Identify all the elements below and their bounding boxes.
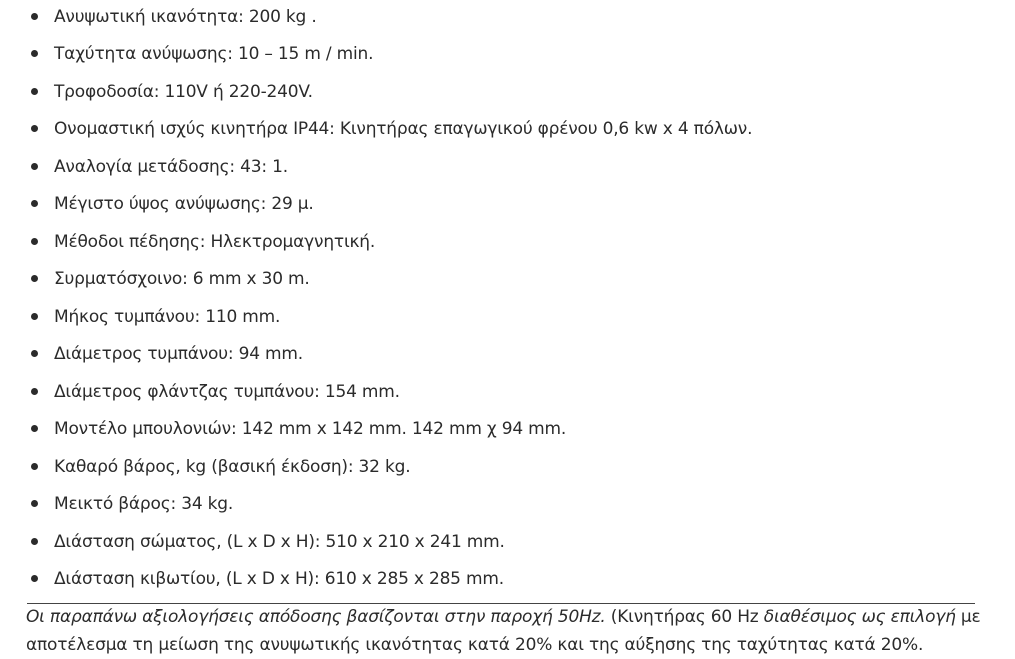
spec-text: Συρματόσχοινο: 6 mm x 30 m. [54,269,310,289]
spec-text: Διάμετρος τυμπάνου: 94 mm. [54,344,303,364]
bullet-icon [31,125,38,132]
bullet-icon [31,50,38,57]
spec-text: Διάσταση κιβωτίου, (L x D x H): 610 x 285 x 285 mm. [54,569,504,589]
spec-text: Μοντέλο μπουλονιών: 142 mm x 142 mm. 142 mm χ 94 mm. [54,419,567,439]
bullet-icon [31,388,38,395]
bullet-icon [31,238,38,245]
bullet-icon [31,575,38,582]
spec-text: Μέγιστο ύψος ανύψωσης: 29 μ. [54,194,314,214]
bullet-icon [31,463,38,470]
bullet-icon [31,275,38,282]
spec-text: Μήκος τυμπάνου: 110 mm. [54,307,281,327]
spec-text: Διάμετρος φλάντζας τυμπάνου: 154 mm. [54,382,400,402]
spec-text: Τροφοδοσία: 110V ή 220-240V. [54,82,313,102]
bullet-icon [31,88,38,95]
bullet-icon [31,350,38,357]
spec-text: Διάσταση σώματος, (L x D x H): 510 x 210 x 241 mm. [54,532,505,552]
bullet-icon [31,163,38,170]
note-text-part: (Κινητήρας 60 Hz [605,607,764,627]
bullet-icon [31,313,38,320]
spec-text: Ονομαστική ισχύς κινητήρα IP44: Κινητήρας επαγωγικού φρένου 0,6 kw x 4 πόλων. [54,119,753,139]
spec-text: Μεικτό βάρος: 34 kg. [54,494,234,514]
spec-text: Ταχύτητα ανύψωσης: 10 – 15 m / min. [54,44,374,64]
bullet-icon [31,425,38,432]
spec-text: Μέθοδοι πέδησης: Ηλεκτρομαγνητική. [54,232,376,252]
spec-text: Καθαρό βάρος, kg (βασική έκδοση): 32 kg. [54,457,411,477]
note-text-rest: με αποτέλεσμα τη μείωση της ανυψωτικής ικανότητας κατά 20% και της αύξησης της ταχύτητας κατά 20%. [26,607,981,655]
bullet-icon [31,200,38,207]
bullet-icon [31,538,38,545]
bullet-icon [31,13,38,20]
note-italic-option: διαθέσιμος ως επιλογή [763,607,956,627]
spec-text: Ανυψωτική ικανότητα: 200 kg . [54,7,317,27]
note-italic-part: Οι παραπάνω αξιολογήσεις απόδοσης βασίζονται στην παροχή 50Hz. [26,607,606,627]
performance-note [26,603,986,659]
bullet-icon [31,500,38,507]
spec-text: Αναλογία μετάδοσης: 43: 1. [54,157,288,177]
